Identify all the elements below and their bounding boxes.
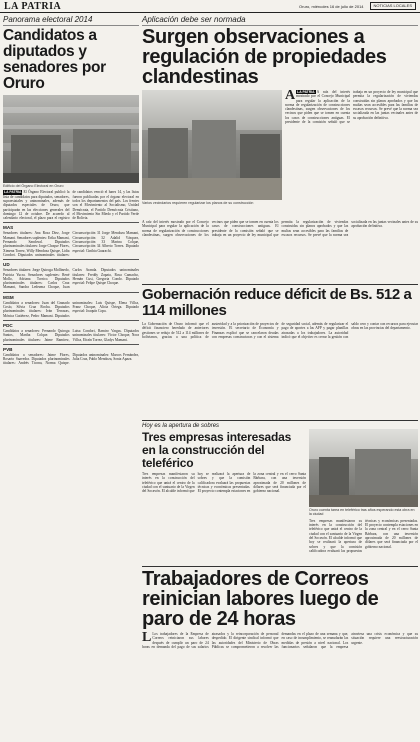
left-photo-caption: Edificio del Órgano Electoral en Oruro [3, 184, 64, 188]
article-1-text: A LA PATRIA A raíz del interés mostrado por el Concejo Municipal para regular la aplicación de la norma de regularización de construcciones clandestinas, surgen observaciones de los vecinos que piden que se tomen en cuenta los casos de construcciones antiguas. El presidente de la comisión señaló que se trabaja en un proyecto de ley municipal que permita la regularización de viviendas construidas sin planos aprobados y que las multas sean accesibles para las familias de escasos recursos. Se prevé que la norma sea socializada en las juntas vecinales antes de su aprobación definitiva. [285, 88, 418, 125]
list-head-mas: MAS [3, 225, 14, 231]
teleferico-photo-caption: Oruro cuenta tarea en teleférico tras años esperando esta obra en la ciudad [309, 508, 415, 517]
article-4-headline: Trabajadores de Correos reinician labores luego de paro de 24 horas [142, 568, 379, 630]
right-kicker: Aplicación debe ser normada [142, 15, 418, 26]
list-text-pvb: Candidatos a senadores: Jaime Flores, Rosario Saavedra. Diputados plurinominales titulares: Andrés Ticona, Norma Quispe. Diputados uninominales: Marcos Fernández, Julia Cruz, Pablo Mendoza, Sonia Apaza. [3, 352, 139, 366]
article-1-continued: A raíz del interés mostrado por el Concejo Municipal para regular la aplicación de la norma de regularización de construcciones clandestinas, surgen observaciones de los vecinos que piden que se tomen en cuenta los casos de construcciones antiguas. El presidente de la comisión señaló que se trabaja en un proyecto de ley municipal que permita la regularización de viviendas construidas sin planos aprobados y que las multas sean accesibles para las familias de escasos recursos. Se prevé que la norma sea socializada en las juntas vecinales antes de su aprobación definitiva. [142, 220, 418, 237]
electoral-building-photo [3, 95, 139, 183]
left-intro-text: El Órgano Electoral publicó la lista de candidatos para diputados, senadores, supraestatales y uninominales, además de diputados especiales de Oruro, que participarán en las elecciones generales del domingo 12 de octubre. De acuerdo al calendario electoral, el plazo para el registro de candidatos venció el lunes 14, y las listas fueron publicadas por el órgano electoral en todos los departamentos del país. Los frentes son el Movimiento al Socialismo, Unidad Demócrata, el Partido Demócrata Cristiano, el Movimiento Sin Miedo y el Partido Verde de Bolivia. [3, 190, 139, 221]
left-intro-tag: LA PATRIA [4, 190, 22, 195]
masthead [0, 0, 420, 13]
right-headline: Surgen observaciones a regulación de propiedades clandestinas [142, 26, 387, 88]
article-3-block [142, 429, 418, 564]
list-text-msm: Candidatos a senadores: Juan del Granado Cosío, Silvia Cruz Rocha. Diputados plurinominales titulares: Iván Terrazas, Mónica Gutiérrez, Pedro Mamani. Diputados uninominales: Luis Quispe, Elena Villca, Franz Choque, Alicia Ortega. Diputado especial: Joaquín Copa. [3, 300, 139, 318]
list-head-pdc: PDC [3, 322, 13, 328]
teleferico-photo [309, 429, 418, 507]
right-photo-caption: Varios vecindarios requieren regularizar los planos de su construcción [142, 201, 254, 205]
right-column [142, 15, 418, 649]
candidate-list-ud [3, 259, 139, 289]
left-kicker: Panorama electoral 2014 [3, 15, 139, 26]
left-headline: Candidatos a diputados y senadores por Oruro [3, 27, 106, 92]
left-intro-article [3, 190, 139, 220]
article-2-headline: Gobernación reduce déficit de Bs. 512 a 114 millones [142, 286, 412, 319]
article-4-text: L Los trabajadores de la Empresa de Correos reiniciaron sus labores después de cumplir un paro de 24 horas en demanda del pago de sus salarios atrasados y la reincorporación de personal despedido. El dirigente sindical informó que las autoridades del Ministerio de Obras Públicas se comprometieron a resolver las demandas en el plazo de una semana y que, en caso de incumplimiento, se reanudarán las medidas de presión a nivel nacional. Los funcionarios señalaron que la empresa atraviesa una crisis económica y que su situación requiere una reestructuración urgente. [142, 630, 418, 649]
article-1-tag: LA PATRIA [297, 90, 315, 94]
newspaper-logo: LA PATRIA [4, 0, 62, 12]
issue-date: Oruro, miércoles 16 de julio de 2014 [299, 3, 364, 9]
candidate-list-pvb [3, 344, 139, 366]
article-1-block [142, 90, 418, 218]
article-3-text: Tres empresas manifestaron su interés en la construcción del teleférico que unirá el centro de la ciudad con el santuario de la Virgen del Socavón. El alcalde informó que hoy se realizará la apertura de sobres y que la comisión calificadora evaluará las propuestas técnicas y económicas presentadas. El proyecto contempla estaciones en la zona central y en el cerro Santa Bárbara, con una inversión aproximada de 20 millones de dólares que será financiada por el gobierno nacional. [142, 472, 306, 494]
article-3-kicker: Hoy es la apertura de sobres [142, 423, 220, 429]
left-column [3, 15, 139, 627]
list-text-ud: Senadores titulares: Jorge Quiroga Mollinedo, Patricia Yucra. Senadores suplentes: René Mollo, Adriana Torrico. Diputados plurinominales titulares: Carlos Cruz Mamani, Sandra Ledezma Choque, Juan Carlos Aranda. Diputados uninominales titulares: Freddy Zapata, Rosa Camacho, Hernán Cusi, Gregoria Condo. Diputado especial: Felipe Quispe Choque. [3, 268, 139, 290]
article-2-text: La Gobernación de Oruro informó que el déficit financiero heredado de anteriores gestiones se redujo de 512 a 114 millones de bolivianos, gracias a una política de austeridad y a la priorización de proyectos de inversión. El secretario de Economía y Finanzas explicó que se cancelaron deudas con empresas constructoras y con el sistema de seguridad social, además de regularizar el pago de aportes a las AFP y pagar planillas atrasadas a los trabajadores. La autoridad indicó que el objetivo es cerrar la gestión con saldo cero y contar con recursos para ejecutar obras en las provincias del departamento. [142, 322, 418, 339]
list-text-pdc: Candidatos a senadores: Fernando Quiroga Santos, Martha Colque. Diputados plurinominales titulares: Jaime Ramírez, Luisa Condori, Ramiro Vargas. Diputados uninominales titulares: Víctor Choque, Nora Villca, Efraín Torrez, Gladys Mamani. [3, 328, 139, 342]
article-1-body: A raíz del interés mostrado por el Concejo Municipal para regular la aplicación de la norma de regularización de construcciones clandestinas, surgen observaciones de los vecinos que piden que se tomen en cuenta los casos de construcciones antiguas. El presidente de la comisión señaló que se trabaja en un proyecto de ley municipal que permita la regularización de viviendas construidas sin planos aprobados y que las multas sean accesibles para las familias de escasos recursos. Se prevé que la norma sea socializada en las juntas vecinales antes de su aprobación definitiva. [285, 90, 418, 125]
article-3-headline: Tres empresas interesadas en la construcción del teleférico [142, 430, 292, 470]
candidate-list-msm [3, 292, 139, 318]
candidate-list-mas [3, 222, 139, 257]
clandestine-houses-photo [142, 90, 282, 200]
list-head-pvb: PVB [3, 346, 13, 352]
article-4-body: Los trabajadores de la Empresa de Correos reiniciaron sus labores después de cumplir un paro de 24 horas en demanda del pago de sus salarios atrasados y la reincorporación de personal despedido. El dirigente sindical informó que las autoridades del Ministerio de Obras Públicas se comprometieron a resolver las demandas en el plazo de una semana y que, en caso de incumplimiento, se reanudarán las medidas de presión a nivel nacional. Los funcionarios señalaron que la empresa atraviesa una crisis económica y que su situación requiere una reestructuración urgente. [142, 632, 418, 649]
list-text-mas: Senadores titulares: Ana Rosa Diez, Jorge Mamani. Senadores suplentes: Erika Mamani, Fernando Sandoval. Diputados plurinominales titulares: Jorge Choque Flores, Ximena Torrez, Willy Mendoza Quispe, Lidia Condori. Diputados uninominales titulares: Circunscripción 31 Jorge Mendoza Mamani, Circunscripción 32 Adalid Vásquez, Circunscripción 33 Marina Colque, Circunscripción 34 Alberto Torrez. Diputado especial: Cinthia Guarachi. [3, 231, 139, 257]
section-label: NOTICIAS LOCALES [370, 2, 416, 10]
list-head-ud: UD [3, 262, 10, 268]
list-head-msm: MSM [3, 294, 14, 300]
candidate-list-pdc [3, 320, 139, 342]
article-3-continued: Tres empresas manifestaron su interés en la construcción del teleférico que unirá el centro de la ciudad con el santuario de la Virgen del Socavón. El alcalde informó que hoy se realizará la apertura de sobres y que la comisión calificadora evaluará las propuestas técnicas y económicas presentadas. El proyecto contempla estaciones en la zona central y en el cerro Santa Bárbara, con una inversión aproximada de 20 millones de dólares que será financiada por el gobierno nacional. [309, 518, 418, 553]
